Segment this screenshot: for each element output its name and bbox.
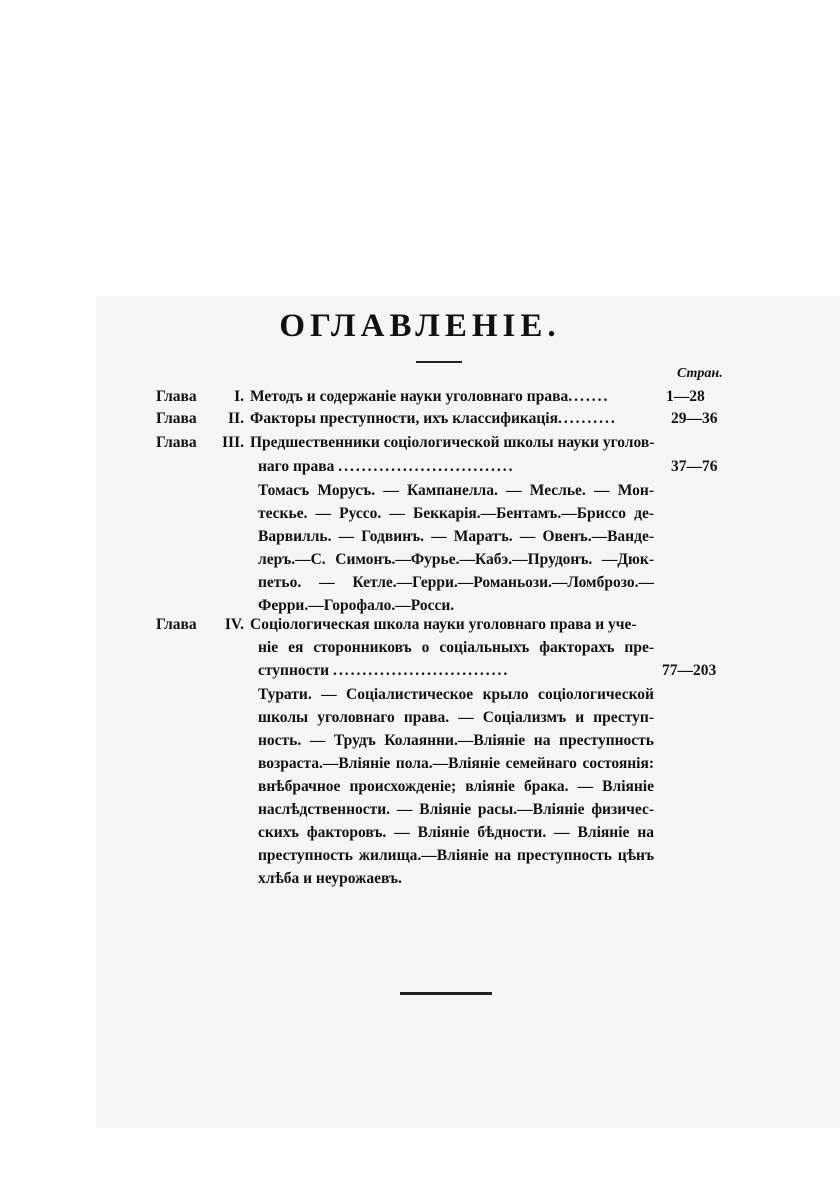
- page-title: ОГЛАВЛЕНІЕ.: [279, 308, 561, 344]
- chapter-3-subtopics-line: петьо. — Кетле.—Герри.—Романьози.—Ломброзо.—: [258, 574, 654, 591]
- chapter-4-subtopics-line: хлѣба и неурожаевъ.: [258, 870, 402, 887]
- chapter-label: Глава II.: [156, 410, 244, 427]
- chapter-title: Методъ и содержаніе науки уголовнаго права: [250, 388, 569, 405]
- toc-entry-chapter-1: [156, 386, 609, 408]
- pages-column-header: Стран.: [677, 366, 723, 381]
- chapter-4-subtopics-line: школы уголовнаго права. — Соціализмъ и преступ-: [258, 709, 654, 726]
- chapter-4-title-line-3: ступности ..............................: [258, 662, 510, 679]
- chapter-title-line-1: Соціологическая школа науки уголовнаго права и уче-: [250, 616, 637, 633]
- closing-rule: [400, 992, 492, 995]
- chapter-4-subtopics-line: преступность жилища.—Вліяніе на преступность цѣнъ: [258, 847, 654, 864]
- chapter-4-subtopics-line: возраста.—Вліяніе пола.—Вліяніе семейнаго состоянія:: [258, 755, 654, 772]
- chapter-3-subtopics-line: Ферри.—Горофало.—Росси.: [258, 597, 455, 614]
- chapter-3-subtopics-line: тескье. — Руссо. — Беккарія.—Бентамъ.—Бриссо де-: [258, 505, 654, 522]
- chapter-4-subtopics-line: Турати. — Соціалистическое крыло соціологической: [258, 686, 654, 703]
- chapter-3-subtopics-line: леръ.—С. Симонъ.—Фурье.—Кабэ.—Прудонъ. —Дюк-: [258, 551, 654, 568]
- chapter-title: Факторы преступности, ихъ классификація: [250, 410, 558, 427]
- chapter-4-title-line-2: ніе ея сторонниковъ о соціальныхъ факторахъ пре-: [258, 639, 654, 656]
- chapter-3-title-line-2: наго права ..............................: [258, 458, 515, 475]
- chapter-title-line-1: Предшественники соціологической школы науки уголов-: [250, 434, 655, 451]
- chapter-1-pages: 1—28: [666, 388, 705, 405]
- leader-dots: ..........: [558, 410, 617, 427]
- chapter-4-subtopics-line: ность. — Трудъ Колаянни.—Вліяніе на преступность: [258, 732, 654, 749]
- leader-dots: ..............................: [332, 662, 510, 679]
- leader-dots: ..............................: [338, 458, 515, 475]
- chapter-3-subtopics-line: Варвилль. — Годвинъ. — Маратъ. — Овенъ.—Ванде-: [258, 528, 654, 545]
- chapter-4-subtopics-line: внѣбрачное происхожденіе; вліяніе брака. — Вліяніе: [258, 778, 654, 795]
- chapter-4-pages: 77—203: [662, 662, 717, 679]
- chapter-4-subtopics-line: наслѣдственности. — Вліяніе расы.—Вліяніе физичес-: [258, 801, 654, 818]
- toc-entry-chapter-4: [156, 614, 637, 636]
- chapter-label: Глава IV.: [156, 616, 244, 633]
- toc-entry-chapter-3: [156, 432, 654, 454]
- chapter-3-subtopics-line: Томасъ Морусъ. — Кампанелла. — Меслье. — Мон-: [258, 482, 654, 499]
- chapter-label: Глава I.: [156, 388, 244, 405]
- chapter-3-pages: 37—76: [671, 458, 718, 475]
- leader-dots: .......: [568, 388, 610, 405]
- chapter-2-pages: 29—36: [671, 410, 718, 427]
- title-rule: [416, 361, 462, 363]
- chapter-4-subtopics-line: скихъ факторовъ. — Вліяніе бѣдности. — Вліяніе на: [258, 824, 654, 841]
- toc-entry-chapter-2: [156, 408, 617, 430]
- chapter-label: Глава III.: [156, 434, 244, 451]
